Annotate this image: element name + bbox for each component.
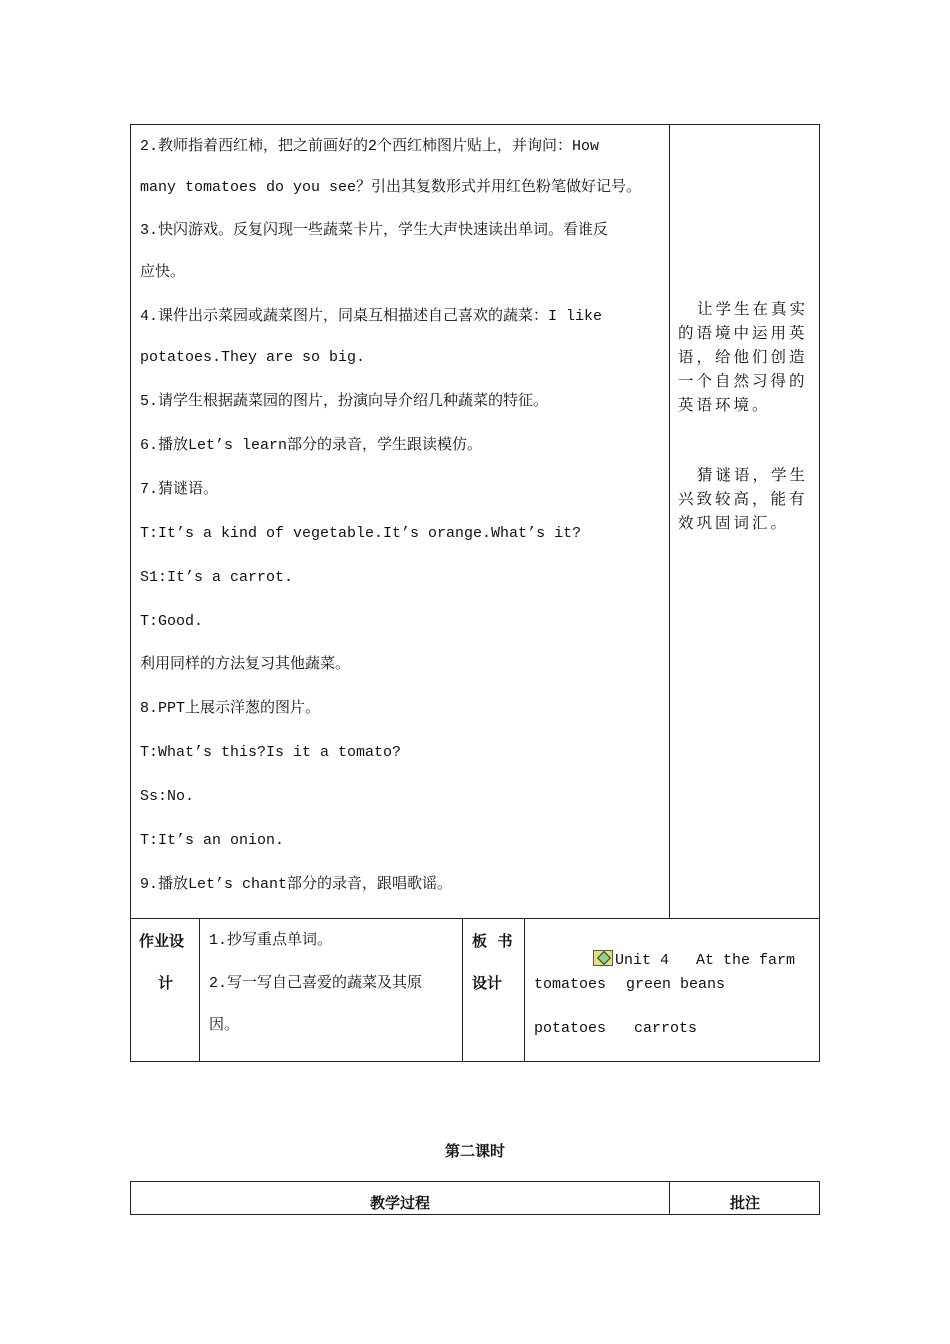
- step-text: many tomatoes do you see？引出其复数形式并用红色粉笔做好记号。: [140, 179, 642, 196]
- board-word: carrots: [634, 1020, 698, 1037]
- lower-header-process: 教学过程: [369, 1194, 430, 1212]
- homework-label: 计: [158, 974, 174, 992]
- upper-table-left-border: [130, 124, 131, 1062]
- step-text: 9.播放Let’s chant部分的录音，跟唱歌谣。: [140, 876, 453, 893]
- step-text: 7.猜谜语。: [140, 481, 219, 498]
- board-word: green beans: [626, 976, 726, 993]
- step-text: 3.快闪游戏。反复闪现一些蔬菜卡片，学生大声快速读出单词。看谁反: [140, 222, 609, 239]
- step-text: T:It’s a kind of vegetable.It’s orange.What’s it?: [140, 525, 582, 542]
- board-word: tomatoes: [534, 976, 607, 993]
- board-title: [575, 930, 795, 971]
- step-text: S1:It’s a carrot.: [140, 569, 294, 586]
- annotation-note: 让学生在真实的语境中运用英语，给他们创造一个自然习得的英语环境。: [678, 300, 809, 414]
- board-label: 设计: [472, 974, 503, 992]
- step-text: potatoes.They are so big.: [140, 349, 366, 366]
- step-text: 4.课件出示菜园或蔬菜图片，同桌互相描述自己喜欢的蔬菜：I like: [140, 308, 603, 325]
- board-image-icon: [593, 950, 613, 966]
- homework-label: 作业设: [139, 932, 185, 950]
- step-text: 8.PPT上展示洋葱的图片。: [140, 700, 321, 717]
- homework-row-top-border: [130, 918, 820, 919]
- homework-item: 1.抄写重点单词。: [209, 932, 333, 949]
- step-text: 6.播放Let’s learn部分的录音，学生跟读模仿。: [140, 437, 483, 454]
- board-title-text: Unit 4 At the farm: [615, 952, 796, 969]
- step-text: T:It’s an onion.: [140, 832, 285, 849]
- step-text: Ss:No.: [140, 788, 195, 805]
- step-text: 应快。: [140, 264, 186, 281]
- board-label-right-divider: [524, 918, 525, 1062]
- lower-header-notes: 批注: [729, 1194, 760, 1212]
- step-text: 5.请学生根据蔬菜园的图片，扮演向导介绍几种蔬菜的特征。: [140, 393, 549, 410]
- upper-table-top-border: [130, 124, 820, 125]
- homework-item: 2.写一写自己喜爱的蔬菜及其原: [209, 975, 423, 992]
- homework-item: 因。: [209, 1017, 240, 1034]
- board-label: 板 书: [472, 932, 513, 950]
- step-text: T:Good.: [140, 613, 204, 630]
- upper-column-divider: [669, 124, 670, 919]
- upper-table-right-border: [819, 124, 820, 1062]
- board-label-left-divider: [462, 918, 463, 1062]
- step-text: 2.教师指着西红柿，把之前画好的2个西红柿图片贴上，并询问：How: [140, 138, 600, 155]
- upper-table-bottom-border: [130, 1061, 820, 1062]
- step-text: 利用同样的方法复习其他蔬菜。: [140, 656, 351, 673]
- board-word: potatoes: [534, 1020, 607, 1037]
- homework-label-divider: [199, 918, 200, 1062]
- annotation-note: 猜谜语，学生兴致较高，能有效巩固词汇。: [678, 466, 809, 532]
- step-text: T:What’s this?Is it a tomato?: [140, 744, 402, 761]
- section-title: 第二课时: [444, 1142, 505, 1160]
